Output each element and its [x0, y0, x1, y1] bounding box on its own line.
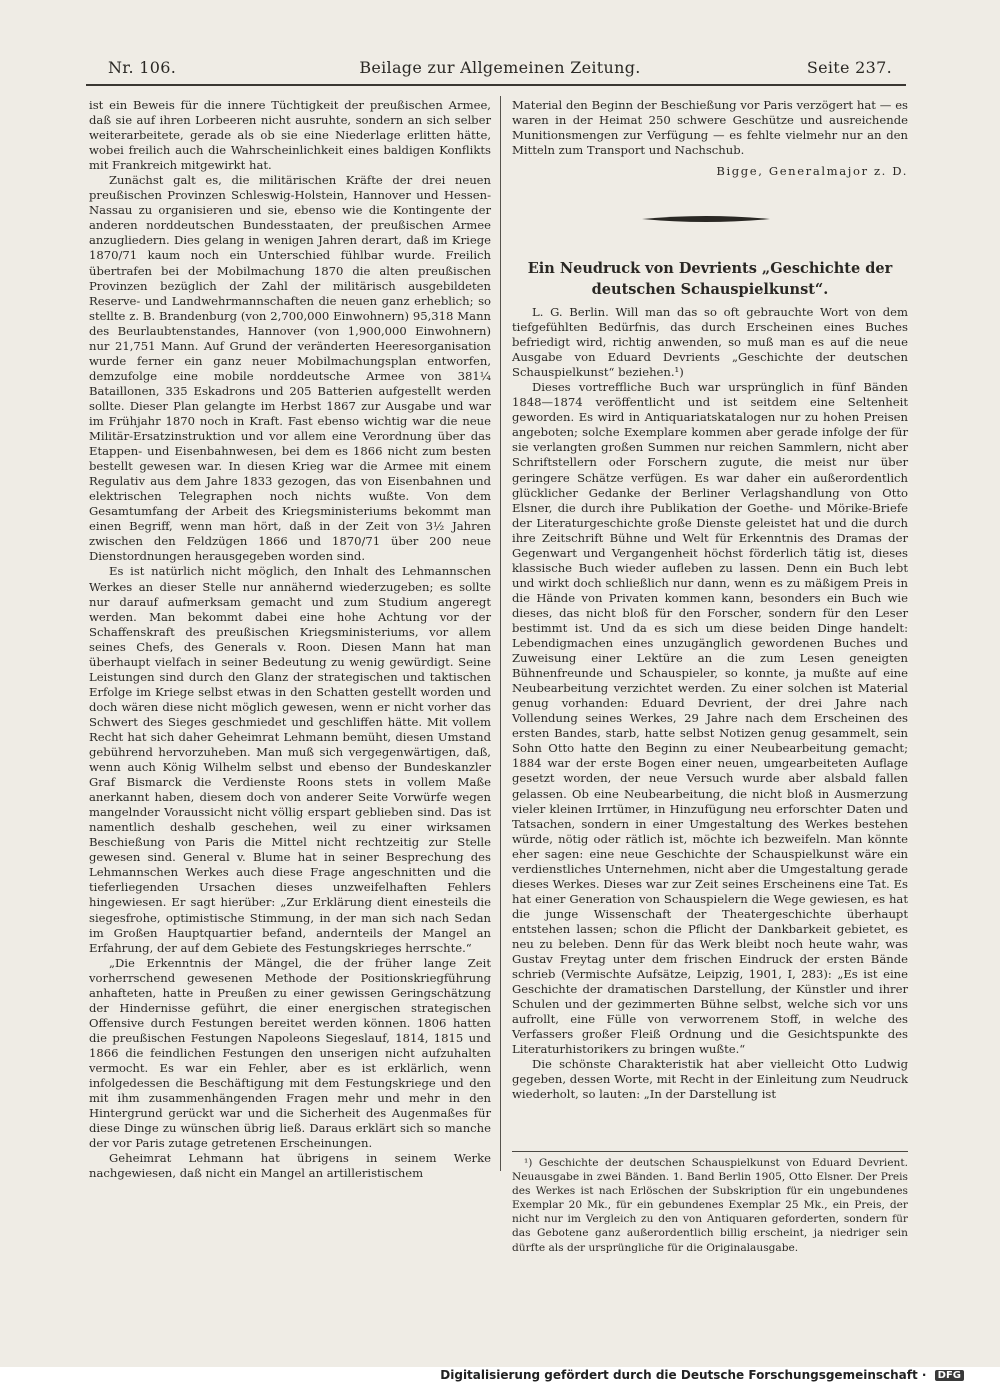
paragraph: Geheimrat Lehmann hat übrigens in seinem Werke nachgewiesen, daß nicht ein Mangel an artilleristischem	[89, 1151, 491, 1181]
column-divider	[500, 96, 501, 1171]
right-column-continuation	[512, 98, 908, 198]
page-number: Seite 237.	[806, 58, 892, 77]
issue-number: Nr. 106.	[108, 58, 177, 77]
paragraph: Die schönste Charakteristik hat aber vielleicht Otto Ludwig gegeben, dessen Worte, mit Recht in der Einleitung zum Neudruck wiederholt, so lauten: „In der Darstellung ist	[512, 1057, 908, 1102]
author-signature: Bigge, Generalmajor z. D.	[716, 164, 908, 179]
article-title-line: Ein Neudruck von Devrients „Geschichte der	[527, 260, 893, 277]
paragraph: ist ein Beweis für die innere Tüchtigkeit der preußischen Armee, daß sie auf ihren Lorbeeren nicht ausruhte, sondern an sich selber weiterarbeitete, gerade als ob sie eine Niederlage erlitten hätte, wobei freilich auch die Wahrscheinlichkeit eines baldigen Konflikts mit Frankreich mitgewirkt hat.	[89, 98, 491, 173]
left-column	[89, 98, 491, 1181]
article-title-line: deutschen Schauspielkunst“.	[591, 281, 829, 298]
credit-text: Digitalisierung gefördert durch die Deutsche Forschungsgemeinschaft ·	[440, 1368, 927, 1382]
paragraph: Zunächst galt es, die militärischen Kräfte der drei neuen preußischen Provinzen Schleswig-Holstein, Hannover und Hessen-Nassau zu organisieren und sie, ebenso wie die Kontingente der anderen norddeutschen Bundesstaaten, der preußischen Armee anzugliedern. Dies gelang in wenigen Jahren derart, daß im Kriege 1870/71 kaum noch ein Unterschied fühlbar wurde. Freilich übertrafen bei der Mobilmachung 1870 die alten preußischen Provinzen bezüglich der Zahl der militärisch ausgebildeten Reserve- und Landwehrmannschaften die neuen ganz erheblich; so stellte z. B. Brandenburg (von 2,700,000 Einwohnern) 95,318 Mann des Beurlaubtenstandes, Hannover (von 1,900,000 Einwohnern) nur 21,751 Mann. Auf Grund der veränderten Heeresorganisation wurde ferner ein ganz neuer Mobilmachungsplan entworfen, demzufolge eine mobile norddeutsche Armee von 381¼ Bataillonen, 335 Eskadrons und 205 Batterien aufgestellt werden sollte. Dieser Plan gelangte im Herbst 1867 zur Ausgabe und war im Frühjahr 1870 noch in Kraft. Fast ebenso wichtig war die neue Militär-Ersatzinstruktion und vor allem eine Verordnung über das Etappen- und Eisenbahnwesen, bei dem es 1866 nicht zum besten bestellt gewesen war. In diesen Krieg war die Armee mit einem Regulativ aus dem Jahre 1833 gezogen, das von Eisenbahnen und elektrischen Telegraphen noch nichts wußte. Von dem Gesamtumfang der Arbeit des Kriegsministeriums bekommt man einen Begriff, wenn man hört, daß in der Zeit von 3½ Jahren zwischen den Feldzügen 1866 und 1870/71 über 200 neue Dienstordnungen herausgegeben worden sind.	[89, 173, 491, 564]
paragraph: Es ist natürlich nicht möglich, den Inhalt des Lehmannschen Werkes an dieser Stelle nur annähernd wiederzugeben; es sollte nur darauf aufmerksam gemacht und zum Studium angeregt werden. Man bekommt dabei eine hohe Achtung vor der Schaffenskraft des preußischen Kriegsministeriums, vor allem seines Chefs, des Generals v. Roon. Diesen Mann hat man überhaupt vielfach in seiner Bedeutung zu wenig gewürdigt. Seine Leistungen sind durch den Glanz der strategischen und taktischen Erfolge im Kriege selbst etwas in den Schatten gestellt worden und doch wären diese nicht möglich gewesen, wenn er nicht vorher das Schwert des Sieges geschmiedet und geschliffen hätte. Mit vollem Recht hat sich daher Geheimrat Lehmann bemüht, diesen Umstand gebührend hervorzuheben. Man muß sich vergegenwärtigen, daß, wenn auch König Wilhelm selbst und ebenso der Bundeskanzler Graf Bismarck die Verdienste Roons stets in vollem Maße anerkannt haben, diesem doch von anderer Seite Vorwürfe wegen mangelnder Voraussicht nicht völlig erspart geblieben sind. Das ist namentlich deshalb geschehen, weil zu einer wirksamen Beschießung von Paris die Mittel nicht rechtzeitig zur Stelle gewesen sind. General v. Blume hat in seiner Besprechung des Lehmannschen Werkes auch diese Frage angeschnitten und die tieferliegenden Ursachen dieses unzweifelhaften Fehlers hingewiesen. Er sagt hierüber: „Zur Erklärung dient einesteils die siegesfrohe, optimistische Stimmung, in der man sich nach Sedan im Großen Hauptquartier befand, andernteils der Mangel an Erfahrung, der auf dem Gebiete des Festungskrieges herrschte.“	[89, 564, 491, 955]
footnote-rule	[512, 1151, 908, 1152]
paragraph: „Die Erkenntnis der Mängel, die der früher lange Zeit vorherrschend gewesenen Methode der Positionskriegführung anhafteten, hatte in Preußen zu einer gewissen Geringschätzung der Hindernisse geführt, die einer energischen strategischen Offensive durch Festungen bereitet werden können. 1806 hatten die preußischen Festungen Napoleons Siegeslauf, 1814, 1815 und 1866 die feindlichen Festungen den unserigen nicht aufzuhalten vermocht. Es war ein Fehler, aber es ist erklärlich, wenn infolgedessen die Beschäftigung mit dem Festungskriege und den mit ihm zusammenhängenden Fragen mehr und mehr in den Hintergrund gerückt war und die Sicherheit des Augenmaßes für diese Dinge zu wünschen übrig ließ. Daraus erklärt sich so manche der vor Paris zutage getretenen Erscheinungen.	[89, 955, 491, 1151]
footnote-text: ¹) Geschichte der deutschen Schauspielkunst von Eduard Devrient. Neuausgabe in zwei Bänden. 1. Band Berlin 1905, Otto Elsner. Der Preis des Werkes ist nach Erlöschen der Subskription für ein ungebundenes Exemplar 20 Mk., für ein gebundenes Exemplar 25 Mk., ein Preis, der nicht nur im Vergleich zu den von Antiquaren geforderten, sondern für das Gebotene ganz außerordentlich billig erscheint, ja niedriger sein dürfte als der ursprüngliche für die Originalausgabe.	[512, 1157, 908, 1254]
article-title	[510, 258, 910, 300]
paragraph: Material den Beginn der Beschießung vor Paris verzögert hat — es waren in der Heimat 250 schwere Geschütze und ausreichende Munitionsmengen zur Verfügung — es fehlte vielmehr nur an den Mitteln zum Transport und Nachschub.	[512, 98, 908, 158]
article-body	[512, 305, 908, 1147]
page-header	[108, 56, 892, 82]
paragraph: L. G. Berlin. Will man das so oft gebrauchte Wort von dem tiefgefühlten Bedürfnis, das durch Erscheinen eines Buches befriedigt wird, richtig anwenden, so muß man es auf die neue Ausgabe von Eduard Devrients „Geschichte der deutschen Schauspielkunst“ beziehen.¹)	[512, 305, 908, 380]
header-rule	[86, 84, 906, 86]
footnote	[512, 1156, 908, 1255]
supplement-title: Beilage zur Allgemeinen Zeitung.	[359, 58, 641, 77]
section-ornament	[640, 214, 772, 224]
digitization-credit	[440, 1368, 964, 1382]
paragraph: Dieses vortreffliche Buch war ursprünglich in fünf Bänden 1848—1874 veröffentlicht und ist seitdem eine Seltenheit geworden. Es wird in Antiquariatskatalogen nur zu hohen Preisen angeboten; solche Exemplare kommen aber gerade infolge der für sie verlangten großen Summen nur reichen Sammlern, nicht aber Schriftstellern oder Forschern zugute, die meist nur über geringere Schätze verfügen. Es war daher ein außerordentlich glücklicher Gedanke der Berliner Verlagshandlung von Otto Elsner, die durch ihre Publikation der Goethe- und Mörike-Briefe der Literaturgeschichte große Dienste geleistet hat und die durch ihre Zeitschrift Bühne und Welt für Erkenntnis des Dramas der Gegenwart und Vergangenheit höchst förderlich tätig ist, dieses klassische Buch wieder aufleben zu lassen. Denn ein Buch lebt und wirkt doch schließlich nur dann, wenn es zu mäßigem Preis in die Hände von Privaten kommen kann, besonders ein Buch wie dieses, das nicht bloß für den Forscher, sondern für den Leser bestimmt ist. Und da es sich um diese beiden Dinge handelt: Lebendigmachen eines unzugänglich gewordenen Buches und Zuweisung einer Lektüre an die zum Lesen geneigten Bühnenfreunde und Schauspieler, so konnte, ja mußte auf eine Neubearbeitung verzichtet werden. Zu einer solchen ist Material genug vorhanden: Eduard Devrient, der drei Jahre nach Vollendung seines Werkes, 29 Jahre nach dem Erscheinen des ersten Bandes, starb, hatte selbst Notizen genug gesammelt, sein Sohn Otto hatte den Beginn zu einer Neubearbeitung gemacht; 1884 war der erste Bogen einer neuen, umgearbeiteten Auflage gesetzt worden, der neue Versuch wurde aber alsbald fallen gelassen. Ob eine Neubearbeitung, die nicht bloß in Ausmerzung vieler kleinen Irrtümer, in Hinzufügung neu erforschter Daten und Tatsachen, sondern in einer Umgestaltung des Werkes bestehen würde, nötig oder rätlich ist, möchte ich bezweifeln. Man könnte eher sagen: eine neue Geschichte der Schauspielkunst wäre ein verdienstliches Unternehmen, nicht aber die Umgestaltung gerade dieses Werkes. Dieses war zur Zeit seines Erscheinens eine Tat. Es hat einer Generation von Schauspielern die Wege gewiesen, es hat die junge Wissenschaft der Theatergeschichte überhaupt entstehen lassen; schon die Pflicht der Dankbarkeit gebietet, es neu zu beleben. Denn für das Werk bleibt noch heute wahr, was Gustav Freytag unter dem frischen Eindruck der ersten Bände schrieb (Vermischte Aufsätze, Leipzig, 1901, I, 283): „Es ist eine Geschichte der dramatischen Darstellung, der Künstler und ihrer Schulen und der gezimmerten Bühne selbst, welche sich vor uns aufrollt, eine Fülle von verworrenem Stoff, in welche des Verfassers großer Fleiß Ordnung und die Gesichtspunkte des Literaturhistorikers zu bringen wußte.“	[512, 380, 908, 1057]
dfg-logo: DFG	[935, 1370, 964, 1381]
